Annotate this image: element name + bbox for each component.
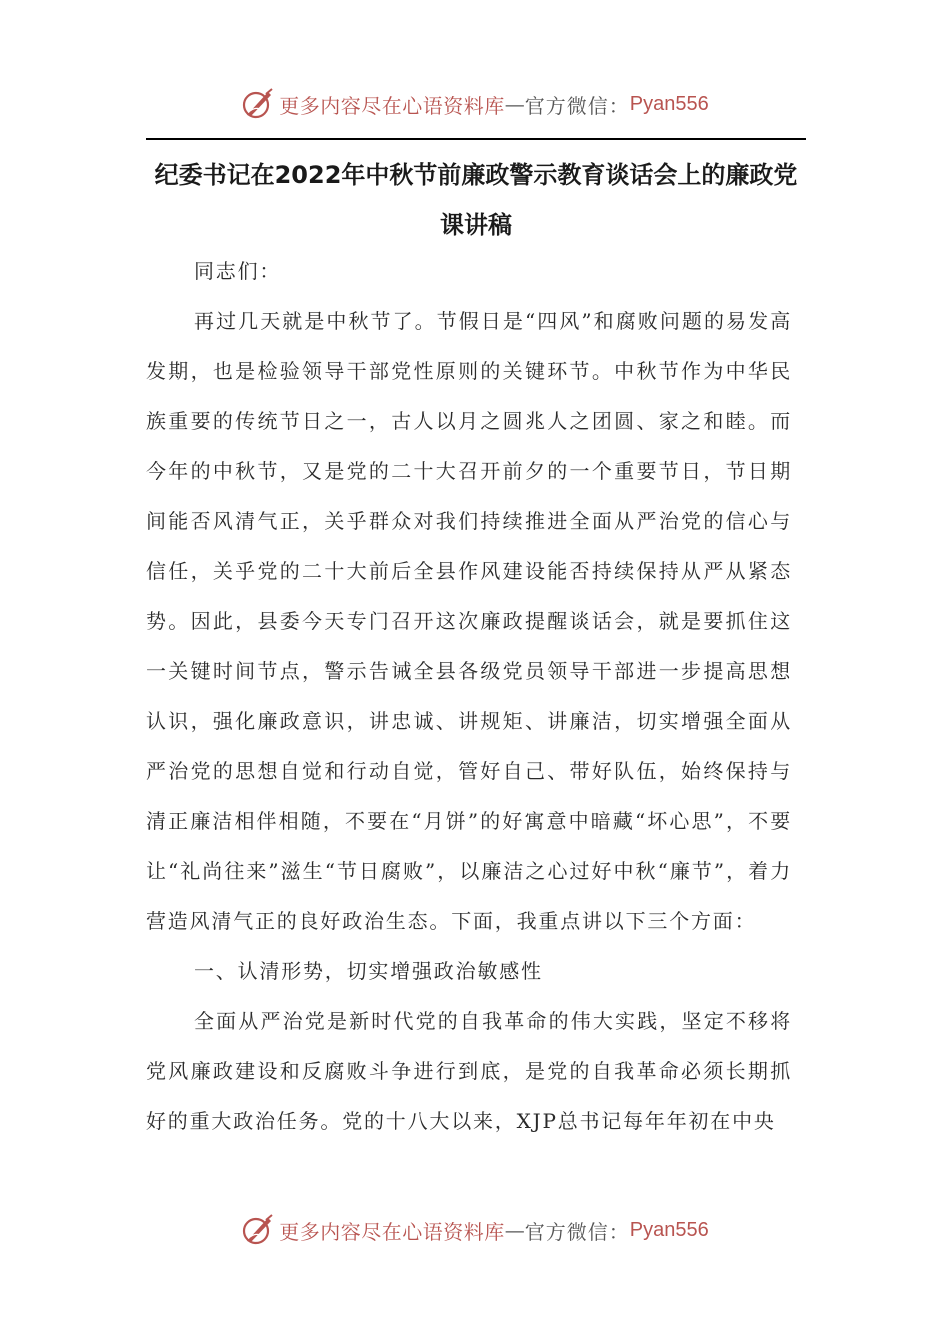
watermark-separator: — bbox=[504, 1218, 525, 1242]
section-paragraph: 全面从严治党是新时代党的自我革命的伟大实践，坚定不移将党风廉政建设和反腐败斗争进行到底，是党的自我革命必须长期抓好的重大政治任务。党的十八大以来，XJP总书记每年年初在中央 bbox=[146, 1009, 792, 1133]
document-body bbox=[146, 246, 792, 1146]
watermark-promo-text: 更多内容尽在心语资料库 bbox=[279, 93, 505, 118]
watermark-promo-text: 更多内容尽在心语资料库 bbox=[279, 1219, 505, 1244]
document-title: 纪委书记在2022年中秋节前廉政警示教育谈话会上的廉政党课讲稿 bbox=[154, 161, 798, 239]
intro-paragraph: 再过几天就是中秋节了。节假日是“四风”和腐败问题的易发高发期，也是检验领导干部党性原则的关键环节。中秋节作为中华民族重要的传统节日之一，古人以月之圆兆人之团圆、家之和睦。而今年的中秋节，又是党的二十大召开前夕的一个重要节日，节日期间能否风清气正，关乎群众对我们持续推进全面从严治党的信心与信任，关乎党的二十大前后全县作风建设能否持续保持从严从紧态势。因此，县委今天专门召开这次廉政提醒谈话会，就是要抓住这一关键时间节点，警示告诫全县各级党员领导干部进一步提高思想认识，强化廉政意识，讲忠诚、讲规矩、讲廉洁，切实增强全面从严治党的思想自觉和行动自觉，管好自己、带好队伍，始终保持与清正廉洁相伴相随，不要在“月饼”的好寓意中暗藏“坏心思”，不要让“礼尚往来”滋生“节日腐败”，以廉洁之心过好中秋“廉节”，着力营造风清气正的良好政治生态。下面，我重点讲以下三个方面： bbox=[146, 309, 792, 933]
quill-logo-icon bbox=[241, 1213, 275, 1247]
section-heading: 一、认清形势，切实增强政治敏感性 bbox=[194, 959, 543, 983]
salutation-paragraph: 同志们： bbox=[194, 259, 282, 283]
header-divider bbox=[146, 138, 806, 140]
footer-watermark bbox=[0, 1210, 950, 1250]
watermark-separator: — bbox=[504, 92, 525, 116]
header-watermark bbox=[0, 84, 950, 124]
watermark-wechat-id: Pyan556 bbox=[629, 92, 709, 115]
watermark-wechat-label: 官方微信： bbox=[524, 93, 630, 118]
watermark-wechat-label: 官方微信： bbox=[524, 1219, 630, 1244]
quill-logo-icon bbox=[241, 87, 275, 121]
watermark-wechat-id: Pyan556 bbox=[629, 1218, 709, 1241]
